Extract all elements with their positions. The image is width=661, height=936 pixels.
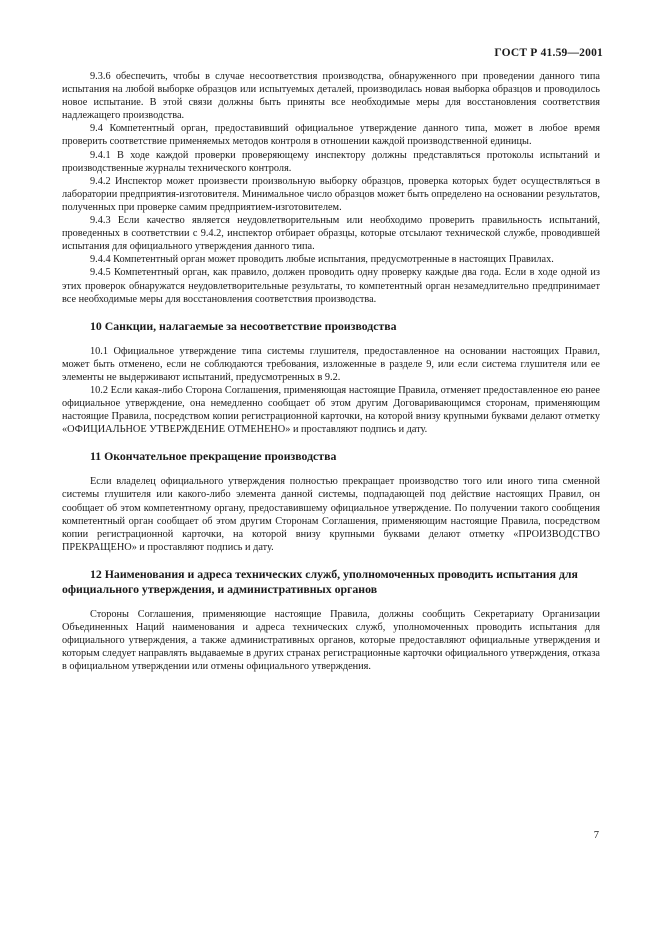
paragraph-9-4-1: 9.4.1 В ходе каждой проверки проверяющему инспектору должны представляться протоколы испытаний и производственные журналы технического контроля. bbox=[62, 149, 600, 174]
paragraph-12: Стороны Соглашения, применяющие настоящие Правила, должны сообщить Секретариату Организации Объединенных Наций наименования и адреса технических служб, уполномоченных проводить испытания для официального утверждения, а также административных органов, которые предоставляют официальные утверждения и которым следует направлять выдаваемые в других странах регистрационные карточки официального утверждения, отказа в официальном утверждении или отмены официального утверждения. bbox=[62, 608, 600, 673]
section-11-heading: 11 Окончательное прекращение производства bbox=[90, 449, 337, 464]
paragraph-9-4-2: 9.4.2 Инспектор может произвести произвольную выборку образцов, проверка которых будет осуществляться в лаборатории предприятия-изготовителя. Минимальное число образцов может быть определено на основании результатов, полученных при проверке самим предприятием-изготовителем. bbox=[62, 175, 600, 213]
document-body bbox=[62, 70, 600, 673]
paragraph-10-2: 10.2 Если какая-либо Сторона Соглашения, применяющая настоящие Правила, отменяет предоставленное ею ранее официальное утверждение, она немедленно сообщает об этом другим Договаривающимся сторонам, применяющим настоящие Правила, посредством копии регистрационной карточки, на которой внизу крупными буквами делают отметку «ОФИЦИАЛЬНОЕ УТВЕРЖДЕНИЕ ОТМЕНЕНО» и проставляют подпись и дату. bbox=[62, 384, 600, 436]
page-number: 7 bbox=[593, 830, 599, 841]
paragraph-9-4-3: 9.4.3 Если качество является неудовлетворительным или необходимо проверить правильность испытаний, проведенных в соответствии с 9.4.2, инспектор отбирает образцы, которые отсылают технической службе, проводившей испытания для официального утверждения данного типа. bbox=[62, 215, 600, 253]
paragraph-10-1: 10.1 Официальное утверждение типа системы глушителя, предоставленное на основании настоящих Правил, может быть отменено, если не соблюдаются требования, изложенные в разделе 9, или если система глушителя или ее элементы не выдерживают испытаний, предусмотренных в 9.2. bbox=[62, 345, 600, 383]
paragraph-9-4: 9.4 Компетентный орган, предоставивший официальное утверждение данного типа, может в любое время проверить соответствие применяемых методов контроля в отношении каждой производственной единицы. bbox=[62, 123, 600, 148]
paragraph-9-3-6: 9.3.6 обеспечить, чтобы в случае несоответствия производства, обнаруженного при проведении данного типа испытания на любой выборке образцов или испытуемых деталей, производилась новая выборка образцов и проводилось новое испытание. В этой связи должны быть приняты все необходимые меры для восстановления соответствия надлежащего производства. bbox=[62, 71, 600, 122]
section-10-heading: 10 Санкции, налагаемые за несоответствие производства bbox=[90, 318, 397, 333]
document-code: ГОСТ Р 41.59—2001 bbox=[494, 47, 603, 59]
paragraph-9-4-4: 9.4.4 Компетентный орган может проводить любые испытания, предусмотренные в настоящих Правилах. bbox=[90, 254, 554, 266]
section-12-heading: 12 Наименования и адреса технических служб, уполномоченных проводить испытания для официального утверждения, и административных органов bbox=[62, 566, 578, 596]
paragraph-11: Если владелец официального утверждения полностью прекращает производство того или иного типа сменной системы глушителя или какого-либо элемента данной системы, подпадающей под действие настоящих Правил, он сообщает об этом компетентному органу, предоставившему официальное утверждение. По получении такого сообщения компетентный орган сообщает об этом другим Сторонам Соглашения, применяющим настоящие Правила, посредством копии регистрационной карточки, на которой внизу крупными буквами делают отметку «ПРОИЗВОДСТВО ПРЕКРАЩЕНО» и проставляют подпись и дату. bbox=[62, 476, 600, 553]
paragraph-9-4-5: 9.4.5 Компетентный орган, как правило, должен проводить одну проверку каждые два года. Если в ходе одной из этих проверок обнаружатся неудовлетворительные результаты, то компетентный орган незамедлительно предпринимает все необходимые меры для восстановления соответствия производства. bbox=[62, 267, 600, 305]
